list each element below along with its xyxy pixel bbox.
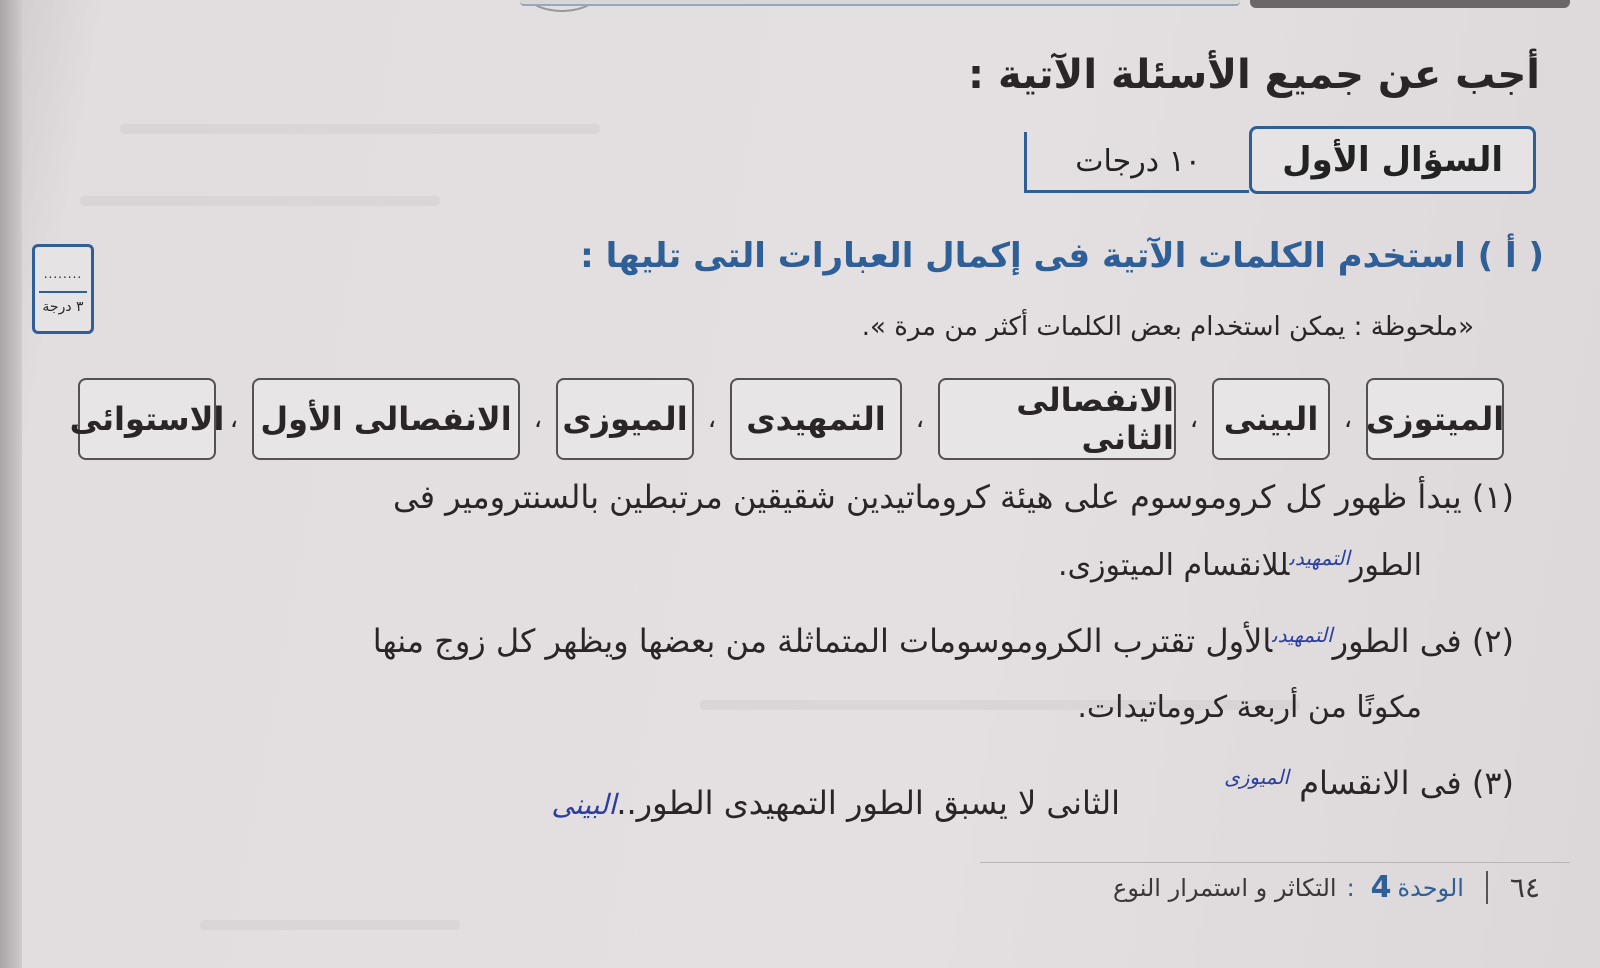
unit-number: 4 <box>1370 870 1392 905</box>
score-blank: ........ <box>43 267 83 281</box>
page-footer <box>1113 870 1540 905</box>
item-text: الطور <box>1349 548 1422 583</box>
bleed-through-line <box>120 124 600 134</box>
question-marks: ١٠ درجات <box>1024 132 1249 193</box>
part-a-heading <box>580 236 1544 276</box>
word-bank-item: الانفصالى الثانى <box>938 378 1176 460</box>
top-decoration-bar <box>520 0 1240 6</box>
word-bank-item: الميوزى <box>556 378 694 460</box>
score-divider <box>39 291 87 293</box>
separator: ، <box>229 404 239 434</box>
separator: ، <box>707 404 717 434</box>
handwritten-answer: التمهيدى <box>1272 623 1333 647</box>
score-marks: ٣ درجة <box>42 299 84 315</box>
word-bank-item: الاستوائى <box>78 378 216 460</box>
item-text: يبدأ ظهور كل كروموسوم على هيئة كروماتيدين شقيقين مرتبطين بالسنترومير فى <box>393 478 1462 516</box>
separator: ، <box>915 404 925 434</box>
item-text: للانقسام الميتوزى. <box>1058 548 1290 583</box>
question-item-2 <box>373 622 1514 660</box>
separator: ، <box>533 404 543 434</box>
top-dark-bar <box>1250 0 1570 8</box>
item-number: (٣) <box>1471 764 1514 802</box>
word-bank-item: التمهيدى <box>730 378 902 460</box>
item-text: فى الانقسام <box>1299 764 1462 802</box>
word-bank-item: البينى <box>1212 378 1330 460</box>
unit-title: التكاثر و استمرار النوع <box>1113 873 1337 902</box>
item-text: الثانى لا يسبق الطور التمهيدى الطور.. <box>616 784 1120 822</box>
bleed-through-line <box>80 196 440 206</box>
unit-label: الوحدة <box>1397 873 1464 902</box>
score-box <box>32 244 94 334</box>
footer-colon: : <box>1346 873 1355 902</box>
bleed-through-line <box>200 920 460 930</box>
note-text: «ملحوظة : يمكن استخدام بعض الكلمات أكثر من مرة ». <box>861 312 1474 342</box>
item-number: (٢) <box>1471 622 1514 660</box>
exam-instruction: أجب عن جميع الأسئلة الآتية : <box>968 52 1540 98</box>
question-item-3 <box>1224 764 1514 802</box>
question-item-1 <box>393 478 1514 516</box>
item-text: الأول تقترب الكروموسومات المتماثلة من بعضها ويظهر كل زوج منها <box>372 622 1273 660</box>
question-header <box>1024 126 1536 192</box>
separator: ، <box>1189 404 1199 434</box>
item-number: (١) <box>1471 478 1514 516</box>
page-number: ٦٤ <box>1486 871 1540 904</box>
word-bank-item: الانفصالى الأول <box>252 378 520 460</box>
book-spine-shadow <box>0 0 22 968</box>
question-item-3-tail <box>551 784 1120 822</box>
word-bank-item: الميتوزى <box>1366 378 1504 460</box>
question-title: السؤال الأول <box>1249 126 1536 194</box>
item-text: فى الطور <box>1332 622 1462 660</box>
separator: ، <box>1343 404 1353 434</box>
question-item-1-continued <box>1058 548 1422 583</box>
part-a-label: ( أ ) <box>1477 236 1544 276</box>
footer-divider <box>980 862 1570 863</box>
part-a-text: استخدم الكلمات الآتية فى إكمال العبارات التى تليها : <box>580 236 1466 276</box>
handwritten-answer: الميوزى <box>1224 765 1290 789</box>
handwritten-answer: التمهيدى <box>1289 546 1350 570</box>
word-bank <box>30 378 1504 460</box>
question-item-2-continued: مكونًا من أربعة كروماتيدات. <box>1077 690 1422 725</box>
handwritten-answer: البينى <box>551 788 617 821</box>
